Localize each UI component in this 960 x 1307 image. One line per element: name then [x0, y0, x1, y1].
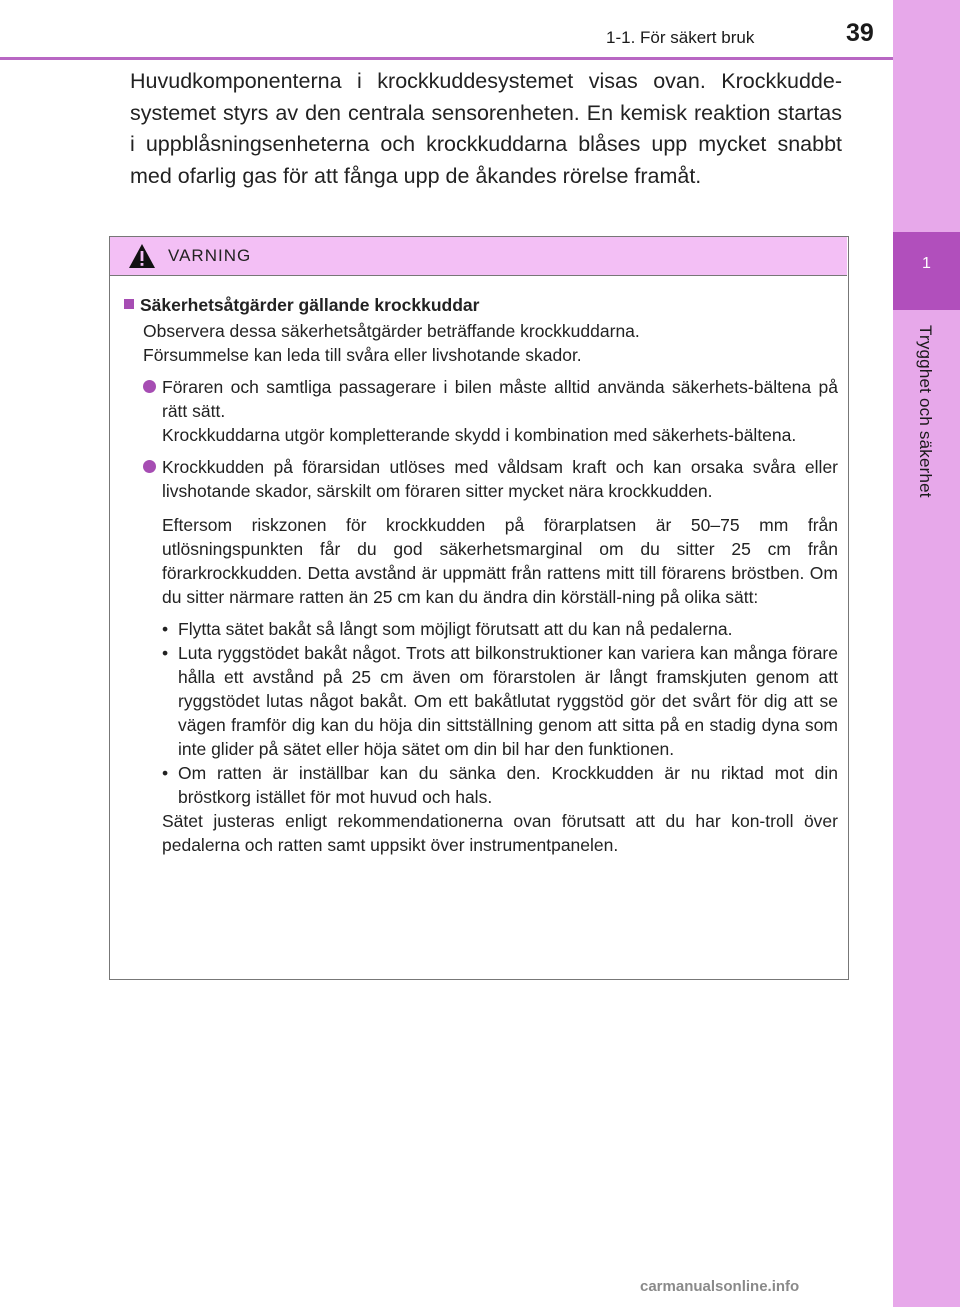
detail-paragraph: Eftersom riskzonen för krockkudden på förarplatsen är 50–75 mm från utlösningspunkten får du god säkerhetsmarginal om du sitter 25 cm från förarkrockkudden. Detta avstånd är uppmätt från rattens mitt till förarens bröstben. Om du sitter närmare ratten än 25 cm kan du ändra din körställ-ning på olika sätt:	[162, 515, 838, 607]
square-bullet-icon	[124, 299, 134, 309]
warning-content	[124, 293, 838, 857]
sub-list-text: Flytta sätet bakåt så långt som möjligt förutsatt att du kan nå pedalerna.	[178, 619, 733, 639]
sub-list-text: Luta ryggstödet bakåt något. Trots att bilkonstruktioner kan variera kan många förare hålla ett avstånd på 25 cm även om förarstolen är långt framskjuten genom att ryggstödet lutas något bakåt. Om ett bakåtlutat ryggstöd gör det svårt för dig att se vägen framför dig kan du höja din sittställning genom att sitta på en stadig dyna som inte glider på sätet eller höja sätet om din bil har den funktionen.	[178, 643, 838, 759]
dot-icon: •	[162, 643, 169, 663]
circle-bullet-icon	[143, 460, 156, 473]
chapter-number: 1	[922, 255, 931, 272]
warning-heading-text: Säkerhetsåtgärder gällande krockkuddar	[140, 295, 480, 315]
warning-box	[109, 236, 849, 980]
watermark: carmanualsonline.info	[640, 1278, 800, 1295]
closing-paragraph: Sätet justeras enligt rekommendationerna ovan förutsatt att du har kon-troll över pedalerna och ratten samt uppsikt över instrumentpanelen.	[162, 811, 838, 855]
chapter-title	[893, 325, 960, 535]
dot-icon: •	[162, 763, 169, 783]
sub-list-item	[162, 617, 838, 641]
warning-intro-line-2: Försummelse kan leda till svåra eller livshotande skador.	[143, 345, 582, 365]
warning-triangle-icon	[128, 243, 156, 269]
page-number: 39	[846, 19, 874, 47]
warning-heading	[124, 293, 838, 317]
circle-bullet-icon	[143, 380, 156, 393]
list-item	[143, 375, 838, 447]
sub-list-item	[162, 641, 838, 761]
bullet-text: Krockkudden på förarsidan utlöses med våldsam kraft och kan orsaka svåra eller livshotande skador, särskilt om föraren sitter mycket nära krockkudden.	[162, 457, 838, 501]
dot-icon: •	[162, 619, 169, 639]
bullet-text-continued: Krockkuddarna utgör kompletterande skydd i kombination med säkerhets-bältena.	[162, 425, 797, 445]
header-rule	[0, 57, 893, 60]
warning-intro-line-1: Observera dessa säkerhetsåtgärder beträffande krockkuddarna.	[143, 321, 640, 341]
bullet-text: Föraren och samtliga passagerare i bilen måste alltid använda säkerhets-bältena på rätt sätt.	[162, 377, 838, 421]
chapter-title-text: Trygghet och säkerhet	[916, 325, 935, 498]
warning-header	[110, 237, 847, 276]
section-title: 1-1. För säkert bruk	[606, 28, 755, 47]
sub-list	[162, 617, 838, 809]
sub-list-item	[162, 761, 838, 809]
intro-paragraph: Huvudkomponenterna i krockkuddesystemet visas ovan. Krockkudde-systemet styrs av den centrala sensorenheten. En kemisk reaktion startas i uppblåsningsenheterna och krockkuddarna blåses upp mycket snabbt med ofarlig gas för att fånga upp de åkandes rörelse framåt.	[130, 69, 842, 188]
chapter-sidebar	[893, 0, 960, 1307]
list-item	[143, 455, 838, 503]
sub-list-text: Om ratten är inställbar kan du sänka den. Krockkudden är nu riktad mot din bröstkorg istället för mot huvud och hals.	[178, 763, 838, 807]
warning-title: VARNING	[168, 246, 252, 265]
